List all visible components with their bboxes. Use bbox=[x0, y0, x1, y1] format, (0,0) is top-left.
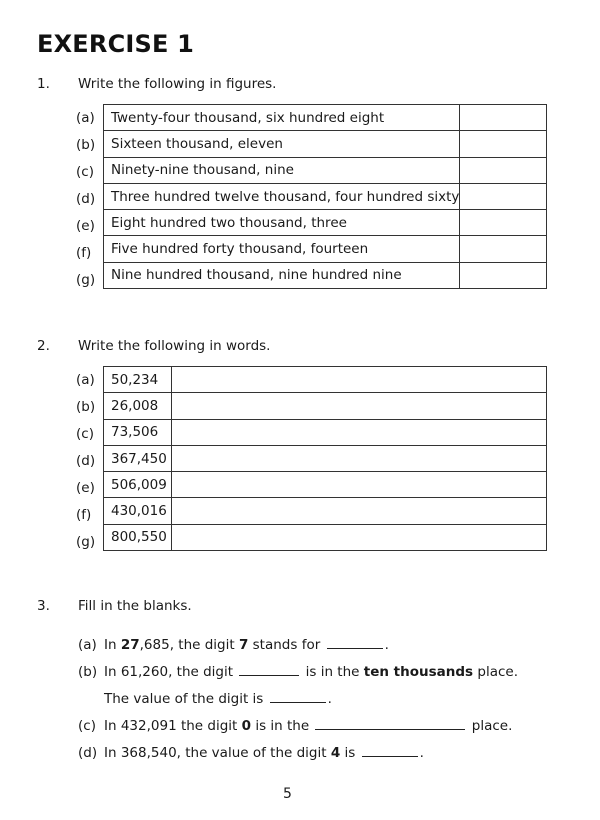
number-words: Three hundred twelve thousand, four hundred sixty bbox=[104, 183, 460, 209]
fill-in-blanks bbox=[78, 632, 518, 767]
row-label: (b) bbox=[76, 137, 96, 153]
fill-item-a bbox=[78, 632, 518, 659]
answer-cell[interactable] bbox=[172, 498, 547, 524]
question-2-instruction: Write the following in words. bbox=[78, 338, 271, 354]
table-row bbox=[104, 105, 547, 131]
answer-blank[interactable] bbox=[362, 742, 418, 757]
row-label: (g) bbox=[76, 534, 96, 550]
item-text: stands for bbox=[248, 637, 325, 653]
question-1-number: 1. bbox=[37, 76, 50, 92]
answer-cell[interactable] bbox=[172, 419, 547, 445]
item-bold-text: ten thousands bbox=[363, 664, 474, 680]
answer-cell[interactable] bbox=[172, 472, 547, 498]
item-text: ,685, the digit bbox=[139, 637, 239, 653]
table-row bbox=[104, 367, 547, 393]
answer-cell[interactable] bbox=[460, 131, 547, 157]
number-words: Nine hundred thousand, nine hundred nine bbox=[104, 262, 460, 288]
number-words: Sixteen thousand, eleven bbox=[104, 131, 460, 157]
question-3-number: 3. bbox=[37, 598, 50, 614]
answer-blank[interactable] bbox=[239, 661, 299, 676]
answer-blank[interactable] bbox=[270, 688, 326, 703]
fill-item-c bbox=[78, 713, 518, 740]
answer-blank[interactable] bbox=[315, 715, 465, 730]
table-row bbox=[104, 131, 547, 157]
words-table bbox=[103, 366, 547, 551]
number-figure: 26,008 bbox=[104, 393, 172, 419]
item-text: . bbox=[419, 745, 424, 761]
row-label: (c) bbox=[76, 426, 94, 442]
row-label: (e) bbox=[76, 218, 95, 234]
answer-cell[interactable] bbox=[172, 524, 547, 550]
number-words: Ninety-nine thousand, nine bbox=[104, 157, 460, 183]
number-figure: 73,506 bbox=[104, 419, 172, 445]
item-bold-text: 7 bbox=[238, 637, 249, 653]
answer-cell[interactable] bbox=[172, 393, 547, 419]
fill-item-b bbox=[78, 659, 518, 686]
number-figure: 367,450 bbox=[104, 445, 172, 471]
number-words: Five hundred forty thousand, fourteen bbox=[104, 236, 460, 262]
item-text: . bbox=[384, 637, 389, 653]
answer-cell[interactable] bbox=[460, 105, 547, 131]
table-row bbox=[104, 393, 547, 419]
table-row bbox=[104, 524, 547, 550]
row-label: (a) bbox=[76, 110, 95, 126]
answer-cell[interactable] bbox=[460, 210, 547, 236]
item-text: In 368,540, the value of the digit bbox=[104, 745, 331, 761]
number-figure: 430,016 bbox=[104, 498, 172, 524]
question-1-labels bbox=[76, 105, 95, 294]
answer-cell[interactable] bbox=[460, 183, 547, 209]
number-figure: 506,009 bbox=[104, 472, 172, 498]
row-label: (d) bbox=[76, 453, 96, 469]
row-label: (b) bbox=[76, 399, 96, 415]
item-text: In 432,091 the digit bbox=[104, 718, 242, 734]
table-row bbox=[104, 419, 547, 445]
number-words: Twenty-four thousand, six hundred eight bbox=[104, 105, 460, 131]
number-words: Eight hundred two thousand, three bbox=[104, 210, 460, 236]
table-row bbox=[104, 210, 547, 236]
table-row bbox=[104, 445, 547, 471]
item-text: place. bbox=[467, 718, 513, 734]
fill-item-d bbox=[78, 740, 518, 767]
item-text: is in the bbox=[251, 718, 314, 734]
item-text: is bbox=[340, 745, 360, 761]
question-2-number: 2. bbox=[37, 338, 50, 354]
row-label: (f) bbox=[76, 245, 92, 261]
item-text: is in the bbox=[301, 664, 364, 680]
table-row bbox=[104, 183, 547, 209]
fill-item-b-continued bbox=[78, 686, 518, 713]
table-row bbox=[104, 262, 547, 288]
table-row bbox=[104, 472, 547, 498]
item-label: (a) bbox=[78, 637, 97, 653]
answer-blank[interactable] bbox=[327, 634, 383, 649]
item-label: (d) bbox=[78, 745, 98, 761]
answer-cell[interactable] bbox=[460, 236, 547, 262]
item-text: . bbox=[327, 691, 332, 707]
row-label: (g) bbox=[76, 272, 96, 288]
question-2-labels bbox=[76, 367, 95, 556]
table-row bbox=[104, 498, 547, 524]
answer-cell[interactable] bbox=[460, 262, 547, 288]
item-label: (b) bbox=[78, 664, 98, 680]
figures-table bbox=[103, 104, 547, 289]
table-row bbox=[104, 236, 547, 262]
item-text: The value of the digit is bbox=[104, 691, 268, 707]
item-text: In 61,260, the digit bbox=[104, 664, 238, 680]
question-1-instruction: Write the following in figures. bbox=[78, 76, 277, 92]
row-label: (d) bbox=[76, 191, 96, 207]
row-label: (c) bbox=[76, 164, 94, 180]
question-3-instruction: Fill in the blanks. bbox=[78, 598, 192, 614]
item-bold-text: 27 bbox=[120, 637, 140, 653]
answer-cell[interactable] bbox=[172, 367, 547, 393]
number-figure: 50,234 bbox=[104, 367, 172, 393]
row-label: (a) bbox=[76, 372, 95, 388]
item-bold-text: 0 bbox=[241, 718, 252, 734]
answer-cell[interactable] bbox=[460, 157, 547, 183]
item-text: place. bbox=[473, 664, 518, 680]
table-row bbox=[104, 157, 547, 183]
item-label: (c) bbox=[78, 718, 96, 734]
exercise-title: EXERCISE 1 bbox=[37, 30, 195, 58]
row-label: (e) bbox=[76, 480, 95, 496]
answer-cell[interactable] bbox=[172, 445, 547, 471]
row-label: (f) bbox=[76, 507, 92, 523]
number-figure: 800,550 bbox=[104, 524, 172, 550]
item-bold-text: 4 bbox=[330, 745, 341, 761]
page-number: 5 bbox=[283, 786, 292, 802]
item-text: In bbox=[104, 637, 121, 653]
